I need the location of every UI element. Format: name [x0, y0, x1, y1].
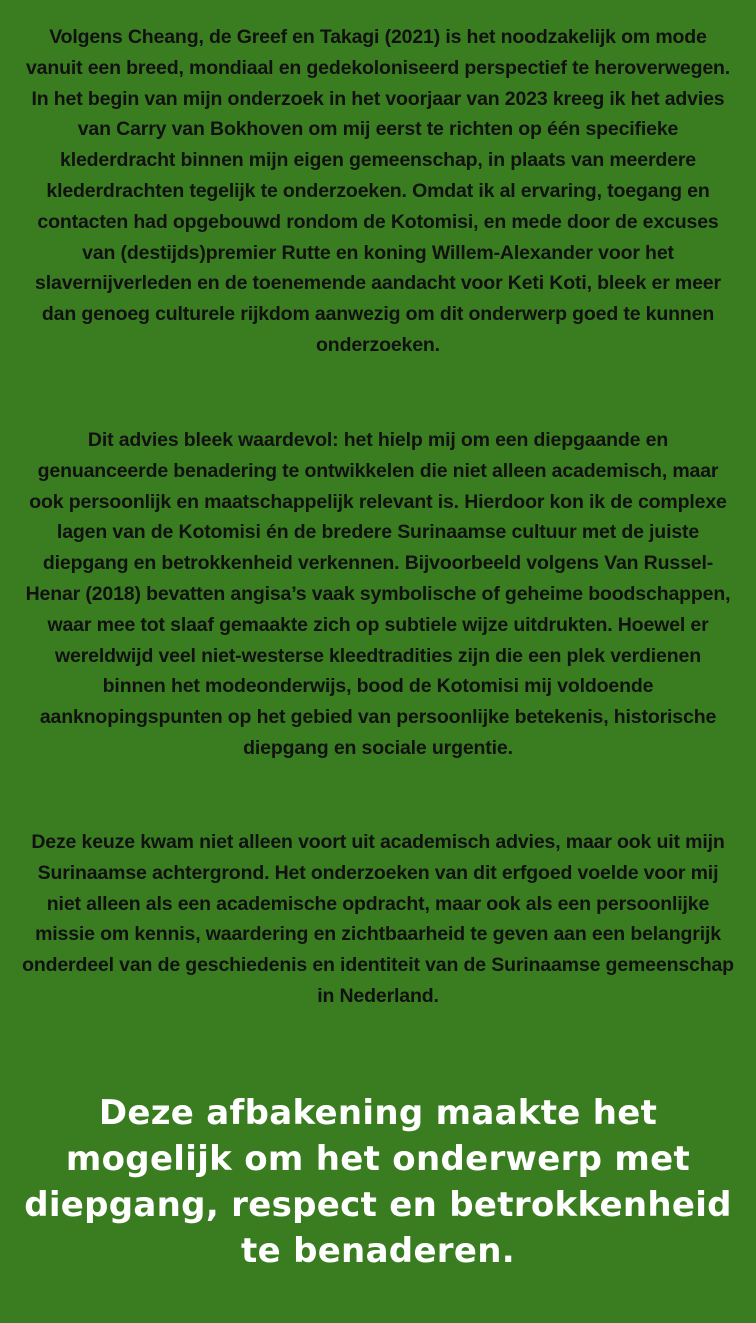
- paragraph-intro: Volgens Cheang, de Greef en Takagi (2021) is het noodzakelijk om mode vanuit een breed, mondiaal en gedekoloniseerd perspectief te heroverwegen. In het begin van mijn onderzoek in het voorjaar van 2023 kreeg ik het advies van Carry van Bokhoven om mij eerst te richten op één specifieke klederdracht binnen mijn eigen gemeenschap, in plaats van meerdere klederdrachten tegelijk te onderzoeken. Omdat ik al ervaring, toegang en contacten had opgebouwd rondom de Kotomisi, en mede door de excuses van (destijds)premier Rutte en koning Willem-Alexander voor het slavernijverleden en de toenemende aandacht voor Keti Koti, bleek er meer dan genoeg culturele rijkdom aanwezig om dit onderwerp goed te kunnen onderzoeken.: [25, 26, 731, 356]
- closing-statement: Deze afbakening maakte het mogelijk om het onderwerp met diepgang, respect en betrokkenheid te benaderen.: [24, 1093, 732, 1271]
- paragraph-background: Deze keuze kwam niet alleen voort uit academisch advies, maar ook uit mijn Surinaamse achtergrond. Het onderzoeken van dit erfgoed voelde voor mij niet alleen als een academische opdracht, maar ook als een persoonlijke missie om kennis, waardering en zichtbaarheid te geven aan een belangrijk onderdeel van de geschiedenis en identiteit van de Surinaamse gemeenschap in Nederland.: [22, 831, 734, 1007]
- paragraph-advice: Dit advies bleek waardevol: het hielp mij om een diepgaande en genuanceerde benadering te ontwikkelen die niet alleen academisch, maar ook persoonlijk en maatschappelijk relevant is. Hierdoor kon ik de complexe lagen van de Kotomisi én de bredere Surinaamse cultuur met de juiste diepgang en betrokkenheid verkennen. Bijvoorbeeld volgens Van Russel-Henar (2018) bevatten angisa’s vaak symbolische of geheime boodschappen, waar mee tot slaaf gemaakte zich op subtiele wijze uitdrukten. Hoewel er wereldwijd veel niet-westerse kleedtradities zijn die een plek verdienen binnen het modeonderwijs, bood de Kotomisi mij voldoende aanknopingspunten op het gebied van persoonlijke betekenis, historische diepgang en sociale urgentie.: [25, 429, 731, 759]
